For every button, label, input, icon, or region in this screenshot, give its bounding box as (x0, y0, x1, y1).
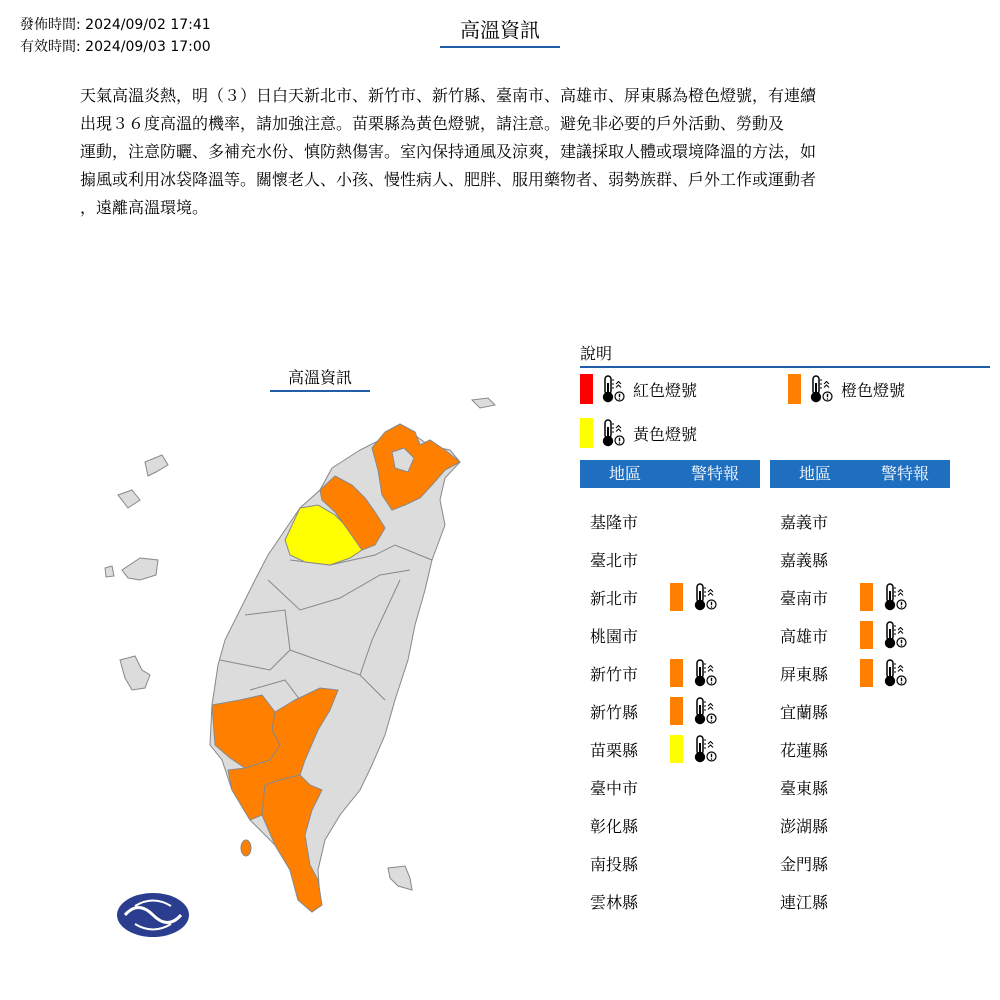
table-row (580, 882, 760, 920)
orange-swatch (860, 659, 873, 687)
orange-swatch (860, 583, 873, 611)
island-liuqiu (241, 840, 251, 856)
red-swatch (580, 374, 593, 404)
region-name: 新竹縣 (590, 702, 639, 722)
region-name: 彰化縣 (590, 816, 639, 836)
table-row (580, 692, 760, 730)
region-name: 新竹市 (590, 664, 639, 684)
table-row (770, 768, 950, 806)
island-lanyu (388, 866, 412, 890)
yellow-swatch (580, 418, 593, 448)
description-line: 出現３６度高溫的機率，請加強注意。苗栗縣為黃色燈號，請注意。避免非必要的戶外活動、勞動及 (80, 114, 785, 133)
thermometer-warning-icon (599, 374, 625, 404)
region-name: 基隆市 (590, 512, 639, 532)
region-name: 屏東縣 (780, 664, 829, 684)
island-penghu (120, 656, 150, 690)
island-kinmen (105, 558, 158, 580)
description-line: 搧風或利用冰袋降溫等。關懷老人、小孩、慢性病人、肥胖、服用藥物者、弱勢族群、戶外工作或運動者 (80, 170, 817, 189)
thermometer-warning-icon (691, 658, 717, 688)
region-name: 宜蘭縣 (780, 702, 829, 722)
description-line: ，遠離高溫環境。 (80, 198, 209, 217)
taiwan-map (100, 360, 500, 960)
alert-cell (860, 658, 950, 688)
table-row (580, 806, 760, 844)
thermometer-warning-icon (881, 620, 907, 650)
region-name: 嘉義市 (780, 512, 829, 532)
region-name: 臺南市 (780, 588, 829, 608)
table-row (580, 730, 760, 768)
region-name: 雲林縣 (590, 892, 639, 912)
table-row (580, 768, 760, 806)
region-name: 臺中市 (590, 778, 639, 798)
alert-cell (860, 582, 950, 612)
thermometer-warning-icon (599, 418, 625, 448)
region-name: 苗栗縣 (590, 740, 639, 760)
table-row (770, 578, 950, 616)
orange-swatch (860, 621, 873, 649)
description-line: 天氣高溫炎熱，明（３）日白天新北市、新竹市、新竹縣、臺南市、高雄市、屏東縣為橙色燈號，有連續 (80, 86, 817, 105)
region-name: 南投縣 (590, 854, 639, 874)
table-row (770, 540, 950, 578)
table-row (770, 616, 950, 654)
legend-orange: 橙色燈號 (788, 374, 905, 404)
orange-swatch (788, 374, 801, 404)
region-name: 金門縣 (780, 854, 829, 874)
map-title: 高溫資訊 (270, 366, 370, 392)
description-line: 運動，注意防曬、多補充水份、慎防熱傷害。室內保持通風及涼爽，建議採取人體或環境降溫的方法，如 (80, 142, 817, 161)
alert-cell (670, 658, 760, 688)
table-row (580, 502, 760, 540)
thermometer-warning-icon (807, 374, 833, 404)
alert-cell (860, 620, 950, 650)
thermometer-warning-icon (881, 658, 907, 688)
description (80, 82, 920, 222)
island-pengjia (472, 398, 495, 408)
table-row (770, 844, 950, 882)
alert-cell (670, 734, 760, 764)
page-title: 高溫資訊 (440, 16, 560, 48)
table-row (580, 844, 760, 882)
table-row (770, 882, 950, 920)
region-name: 臺北市 (590, 550, 639, 570)
region-name: 連江縣 (780, 892, 829, 912)
thermometer-warning-icon (691, 734, 717, 764)
alert-cell (670, 696, 760, 726)
region-name: 嘉義縣 (780, 550, 829, 570)
orange-swatch (670, 583, 683, 611)
issued-time: 發佈時間: 2024/09/02 17:41 (20, 17, 211, 33)
island-mazu (118, 455, 168, 508)
alert-cell (670, 582, 760, 612)
cwa-logo-icon (117, 893, 189, 937)
region-name: 桃園市 (590, 626, 639, 646)
table-row (770, 654, 950, 692)
table-header-right: 地區 警特報 (770, 460, 950, 488)
legend-red: 紅色燈號 (580, 374, 697, 404)
table-row (580, 578, 760, 616)
legend-yellow: 黃色燈號 (580, 418, 697, 448)
table-row (580, 654, 760, 692)
region-name: 新北市 (590, 588, 639, 608)
orange-swatch (670, 659, 683, 687)
table-header-left: 地區 警特報 (580, 460, 760, 488)
table-row (770, 806, 950, 844)
yellow-swatch (670, 735, 683, 763)
table-row (580, 540, 760, 578)
region-name: 澎湖縣 (780, 816, 829, 836)
table-row (580, 616, 760, 654)
table-row (770, 730, 950, 768)
orange-swatch (670, 697, 683, 725)
region-name: 臺東縣 (780, 778, 829, 798)
publication-info (20, 14, 211, 58)
legend-title: 說明 (580, 342, 990, 368)
region-name: 花蓮縣 (780, 740, 829, 760)
region-new-taipei (372, 424, 460, 510)
thermometer-warning-icon (881, 582, 907, 612)
table-row (770, 502, 950, 540)
region-name: 高雄市 (780, 626, 829, 646)
thermometer-warning-icon (691, 582, 717, 612)
valid-time: 有效時間: 2024/09/03 17:00 (20, 39, 211, 55)
thermometer-warning-icon (691, 696, 717, 726)
table-row (770, 692, 950, 730)
